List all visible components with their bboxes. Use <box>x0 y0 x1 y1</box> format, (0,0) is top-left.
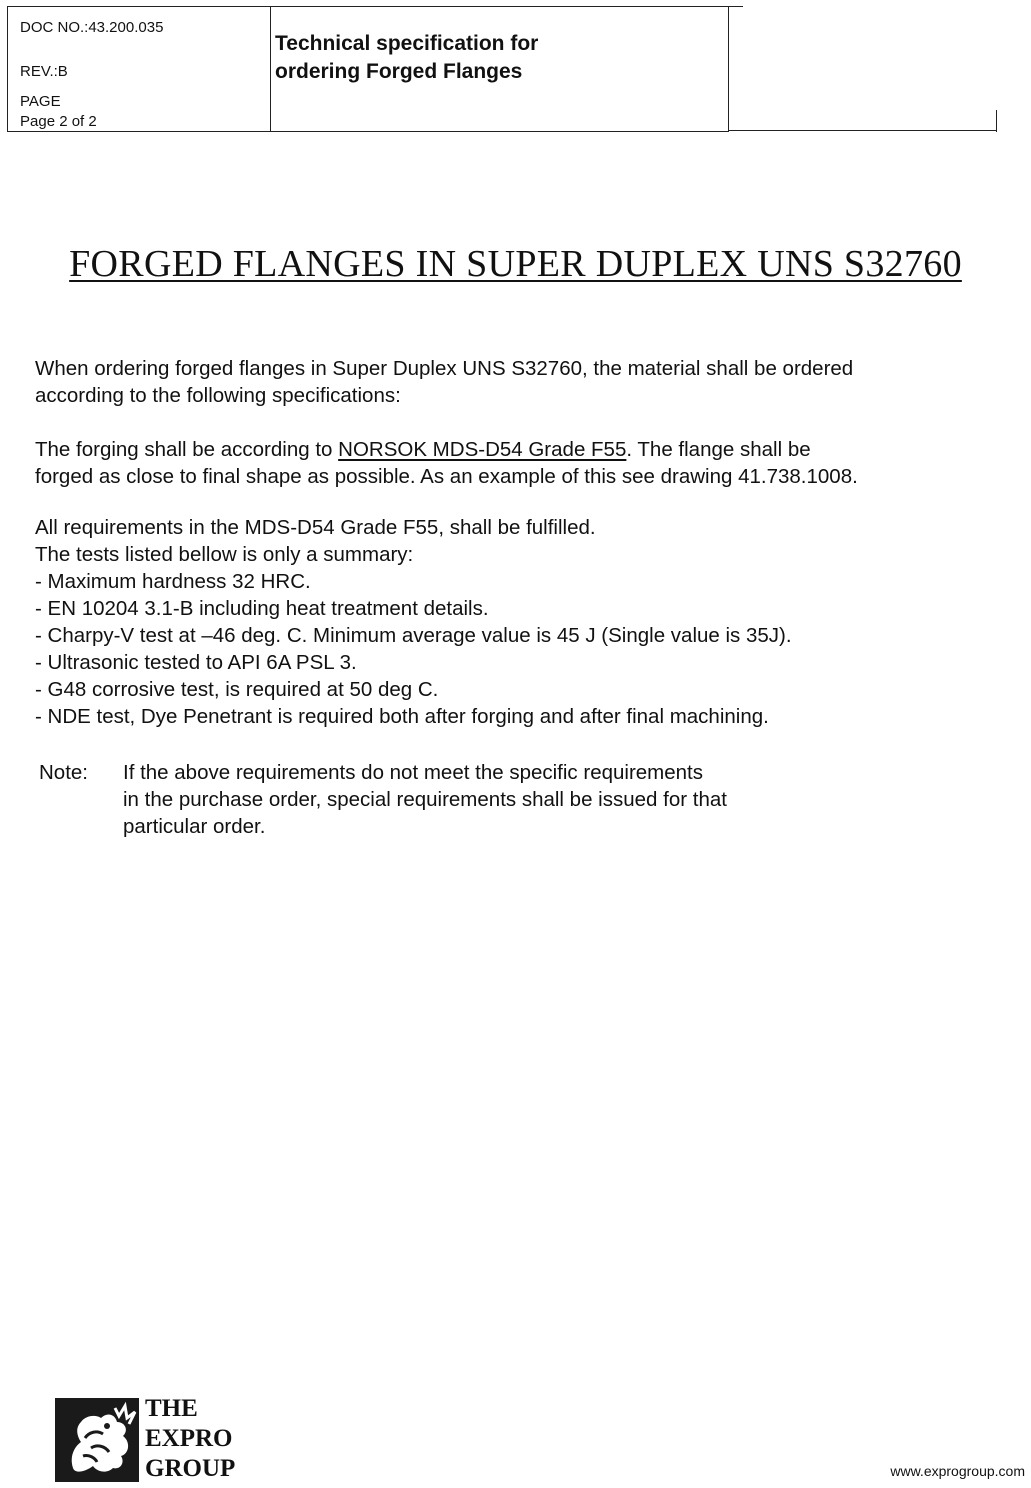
list-item: - Ultrasonic tested to API 6A PSL 3. <box>35 651 357 674</box>
note-label: Note: <box>39 761 88 784</box>
requirements-line1: All requirements in the MDS-D54 Grade F55, shall be fulfilled. <box>35 516 596 539</box>
list-item: - NDE test, Dye Penetrant is required both after forging and after final machining. <box>35 705 769 728</box>
intro-paragraph <box>35 355 1010 409</box>
forging-line1 <box>35 436 1010 463</box>
doc-title <box>275 30 705 86</box>
doc-title-line1: Technical specification for <box>275 32 539 55</box>
logo-wordmark <box>145 1394 235 1484</box>
norsok-standard-reference: NORSOK MDS-D54 Grade F55 <box>338 438 627 461</box>
list-item: - Charpy-V test at –46 deg. C. Minimum average value is 45 J (Single value is 35J). <box>35 624 792 647</box>
page-label: PAGE <box>20 93 61 110</box>
requirements-section <box>35 514 792 730</box>
logo-word-expro: EXPRO <box>145 1425 233 1452</box>
logo-word-the: THE <box>145 1395 198 1422</box>
forging-suffix: . The flange shall be <box>626 438 811 461</box>
intro-line2: according to the following specifications: <box>35 384 401 407</box>
blank-cell <box>729 6 997 131</box>
lion-icon <box>55 1398 139 1482</box>
list-item: - G48 corrosive test, is required at 50 deg C. <box>35 678 439 701</box>
note-line3: particular order. <box>123 815 266 838</box>
page-title-text: FORGED FLANGES IN SUPER DUPLEX UNS S32760 <box>69 243 962 285</box>
header-top-line <box>729 6 743 7</box>
forging-line2: forged as close to final shape as possible. As an example of this see drawing 41.738.1008. <box>35 465 858 488</box>
list-item: - Maximum hardness 32 HRC. <box>35 570 311 593</box>
list-item: - EN 10204 3.1-B including heat treatment details. <box>35 597 489 620</box>
revision: REV.:B <box>20 63 68 80</box>
requirements-line2: The tests listed bellow is only a summary: <box>35 543 414 566</box>
note-line2: in the purchase order, special requirements shall be issued for that <box>123 788 727 811</box>
forging-paragraph <box>35 436 1010 490</box>
company-logo <box>55 1395 255 1484</box>
doc-number: DOC NO.:43.200.035 <box>20 19 164 36</box>
doc-title-line2: ordering Forged Flanges <box>275 60 523 83</box>
page-value: Page 2 of 2 <box>20 113 97 130</box>
forging-prefix: The forging shall be according to <box>35 438 339 461</box>
website-link[interactable]: www.exprogroup.com <box>890 1463 1025 1479</box>
page-title <box>0 242 1031 286</box>
note-text <box>123 759 727 840</box>
logo-word-group: GROUP <box>145 1455 236 1482</box>
doc-info-cell <box>7 6 271 132</box>
intro-line1: When ordering forged flanges in Super Duplex UNS S32760, the material shall be ordered <box>35 357 854 380</box>
header-right-line <box>996 110 997 132</box>
note-line1: If the above requirements do not meet the specific requirements <box>123 761 704 784</box>
